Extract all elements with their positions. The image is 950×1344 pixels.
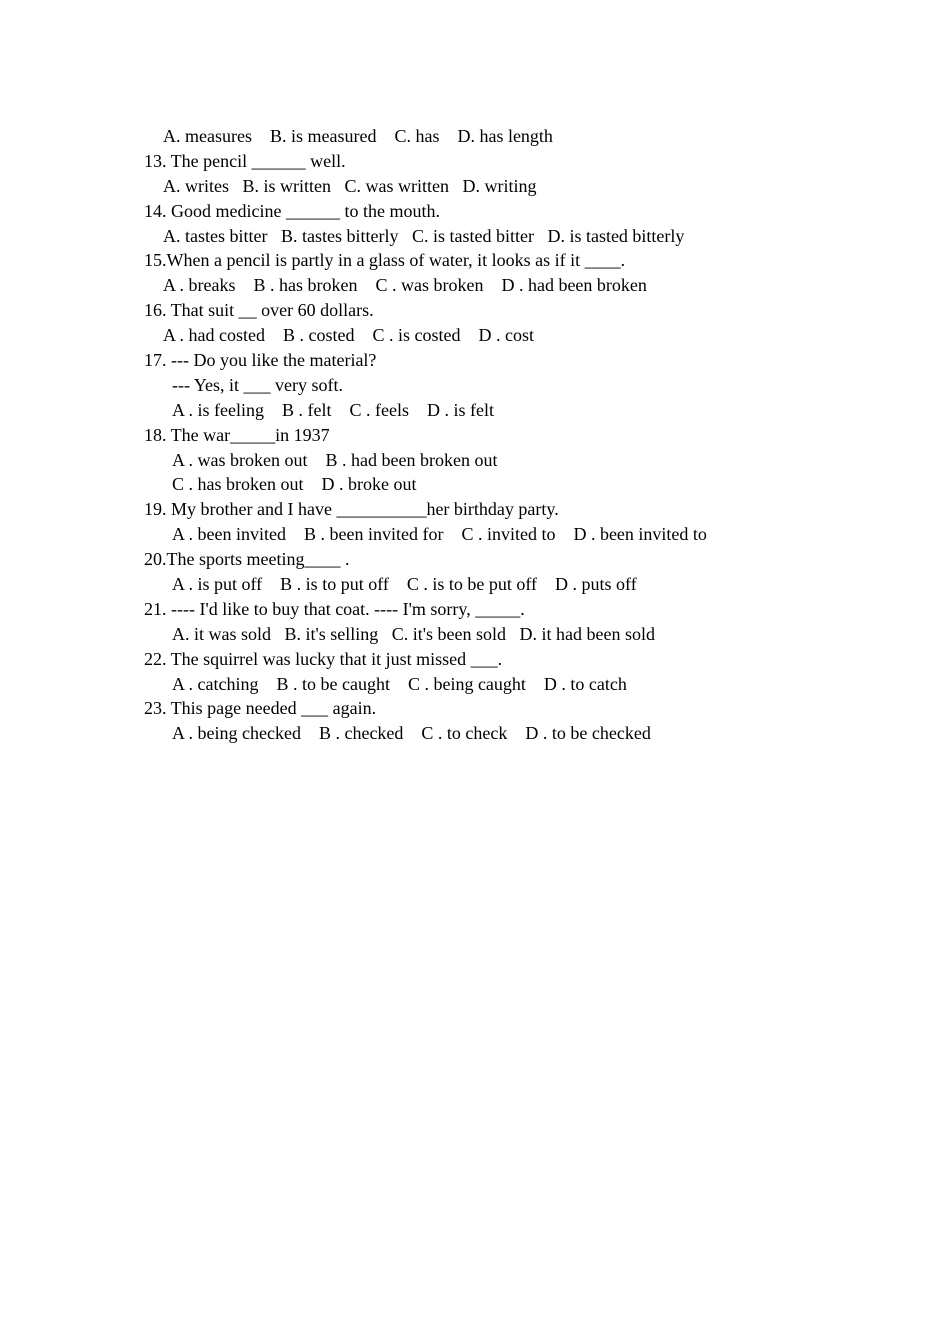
exercise-text	[144, 124, 844, 746]
options-q15: A . breaks B . has broken C . was broken D . had been broken	[163, 275, 647, 296]
question-14: 14. Good medicine ______ to the mouth.	[144, 200, 440, 221]
question-13: 13. The pencil ______ well.	[144, 150, 346, 171]
question-17: 17. --- Do you like the material?	[144, 350, 377, 371]
question-18: 18. The war_____in 1937	[144, 424, 330, 445]
options-q17: A . is feeling B . felt C . feels D . is felt	[172, 399, 494, 420]
question-19: 19. My brother and I have __________her birthday party.	[144, 499, 559, 520]
options-q19: A . been invited B . been invited for C . invited to D . been invited to	[172, 524, 707, 545]
options-q23: A . being checked B . checked C . to check D . to be checked	[172, 723, 651, 744]
options-q14: A. tastes bitter B. tastes bitterly C. is tasted bitter D. is tasted bitterly	[163, 225, 685, 246]
question-20: 20.The sports meeting____ .	[144, 549, 350, 570]
question-21: 21. ---- I'd like to buy that coat. ---- I'm sorry, _____.	[144, 598, 525, 619]
question-23: 23. This page needed ___ again.	[144, 698, 377, 719]
question-22: 22. The squirrel was lucky that it just missed ___.	[144, 648, 503, 669]
options-q18-cd: C . has broken out D . broke out	[172, 474, 417, 495]
options-q13: A. writes B. is written C. was written D. writing	[163, 175, 537, 196]
options-q12: A. measures B. is measured C. has D. has length	[163, 126, 553, 146]
options-q20: A . is put off B . is to put off C . is to be put off D . puts off	[172, 574, 637, 595]
options-q21: A. it was sold B. it's selling C. it's been sold D. it had been sold	[172, 623, 655, 644]
question-17-reply: --- Yes, it ___ very soft.	[172, 374, 343, 395]
question-16: 16. That suit __ over 60 dollars.	[144, 300, 374, 321]
question-15: 15.When a pencil is partly in a glass of water, it looks as if it ____.	[144, 250, 626, 271]
options-q18-ab: A . was broken out B . had been broken out	[172, 449, 498, 470]
options-q22: A . catching B . to be caught C . being caught D . to catch	[172, 673, 627, 694]
options-q16: A . had costed B . costed C . is costed D . cost	[163, 325, 534, 346]
